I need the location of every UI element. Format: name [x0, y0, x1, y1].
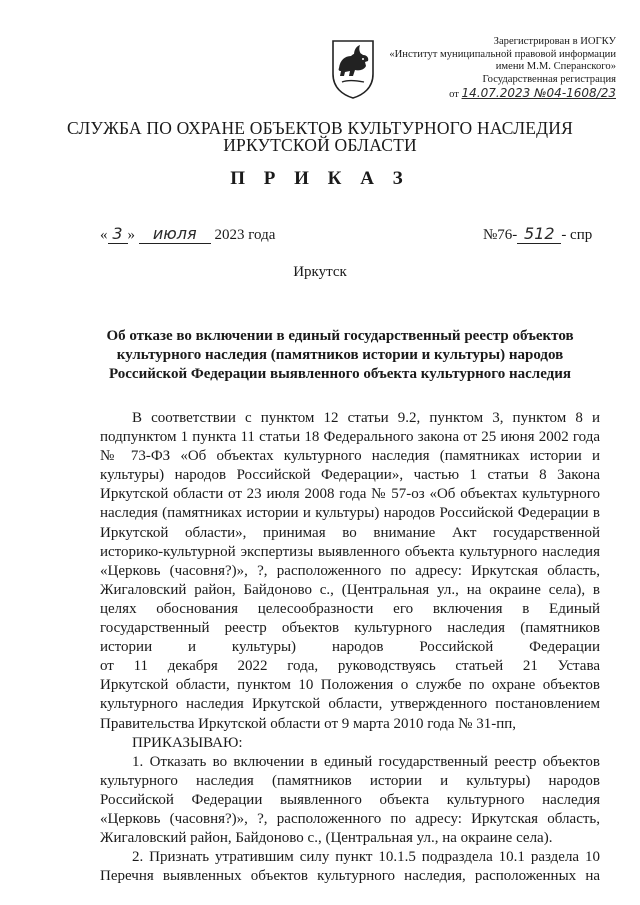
body-line: № 73-ФЗ «Об объектах культурного наследия (памятниках истории и: [100, 448, 600, 465]
stamp-date-line: [386, 87, 616, 102]
body-line: Иркутской области», принимая во внимание Акт государственной: [100, 524, 600, 541]
body-line: Жигаловский район, Байдоново с., (Центральная ул., на окраине села), в: [100, 581, 600, 598]
stamp-line: имени М.М. Сперанского»: [495, 61, 616, 72]
heading-line: Об отказе во включении в единый государственный реестр объектов: [106, 328, 574, 344]
heading-line: культурного наследия (памятников истории и культуры) народов: [116, 347, 564, 363]
body-line: наследия (памятниках истории и культуры) народов Российской Федерации в: [100, 505, 600, 522]
body-line: целях обоснования целесообразности его включения в Единый: [100, 600, 600, 617]
stamp-line: Государственная регистрация: [482, 73, 616, 85]
organization-name-line-1: СЛУЖБА ПО ОХРАНЕ ОБЪЕКТОВ КУЛЬТУРНОГО НАСЛЕДИЯ: [66, 118, 574, 138]
stamp-date-prefix: от: [449, 89, 459, 100]
body-line-decree: ПРИКАЗЫВАЮ:: [132, 734, 243, 751]
coat-of-arms-emblem: [330, 38, 376, 100]
body-line: культурного наследия (памятников истории и культуры) народов: [100, 772, 600, 789]
body-line: 1. Отказать во включении в единый государственный реестр объектов: [132, 753, 600, 770]
body-line: Правительства Иркутской области от 9 марта 2010 года № 31-пп,: [100, 715, 516, 732]
date-month: июля: [139, 224, 211, 244]
body-line: государственный реестр объектов культурного наследия (памятников: [100, 620, 600, 637]
document-title: П Р И К А З: [230, 168, 410, 189]
body-line: «Церковь (часовня?)», ?, расположенного по адресу: Иркутская область,: [100, 562, 600, 579]
body-line: Жигаловский район, Байдоново с., (Центральная ул., на окраине села).: [100, 830, 553, 847]
date-day: 3: [108, 224, 128, 244]
body-line: подпунктом 1 пункта 11 статьи 18 Федерального закона от 25 июня 2002 года: [100, 429, 600, 446]
date-close-quote: »: [127, 227, 135, 243]
date-year: 2023 года: [214, 227, 276, 243]
body-line: истории и культуры) народов Российской Федерации: [100, 639, 600, 656]
body-line: Российской Федерации выявленного объекта культурного наследия: [100, 791, 600, 808]
order-number-suffix: - спр: [561, 227, 593, 243]
order-heading: [100, 327, 580, 384]
order-number-value: 512: [517, 224, 561, 244]
body-line: историко-культурной экспертизы выявленного объекта культурного наследия: [100, 543, 600, 560]
body-line: Иркутской области, пунктом 10 Положения о службе по охране объектов: [100, 677, 600, 694]
organization-name-line-2: ИРКУТСКОЙ ОБЛАСТИ: [223, 135, 417, 155]
body-line: Иркутской области от 23 июля 2008 года № 57-оз «Об объектах культурного: [100, 486, 600, 503]
registration-stamp: [386, 36, 616, 102]
stamp-handwritten-date: 14.07.2023 №04-1608/23: [461, 86, 616, 100]
body-line: «Церковь (часовня?)», ?, расположенного по адресу: Иркутская область,: [100, 810, 600, 827]
body-line: культуры) народов Российской Федерации», частью 1 статьи 8 Закона: [100, 467, 600, 484]
body-line: 2. Признать утратившим силу пункт 10.1.5 подраздела 10.1 раздела 10: [132, 849, 600, 866]
stamp-line: «Институт муниципальной правовой информации: [389, 48, 616, 60]
body-line: В соответствии с пунктом 12 статьи 9.2, пунктом 3, пунктом 8 и: [132, 410, 600, 426]
body-line: от 11 декабря 2022 года, руководствуясь статьей 21 Устава: [100, 658, 600, 675]
heading-line: Российской Федерации выявленного объекта культурного наследия: [108, 366, 572, 382]
date-open-quote: «: [100, 227, 108, 243]
order-body: [100, 409, 600, 886]
order-number-prefix: №76-: [483, 227, 518, 243]
stamp-line: Зарегистрирован в ИОГКУ: [493, 36, 616, 47]
city: Иркутск: [293, 264, 347, 280]
body-line: культурного наследия Иркутской области, утвержденного постановлением: [100, 696, 600, 713]
order-number: [483, 224, 592, 244]
order-date: [100, 224, 275, 244]
body-line: Перечня выявленных объектов культурного наследия, расположенных на: [100, 868, 600, 885]
